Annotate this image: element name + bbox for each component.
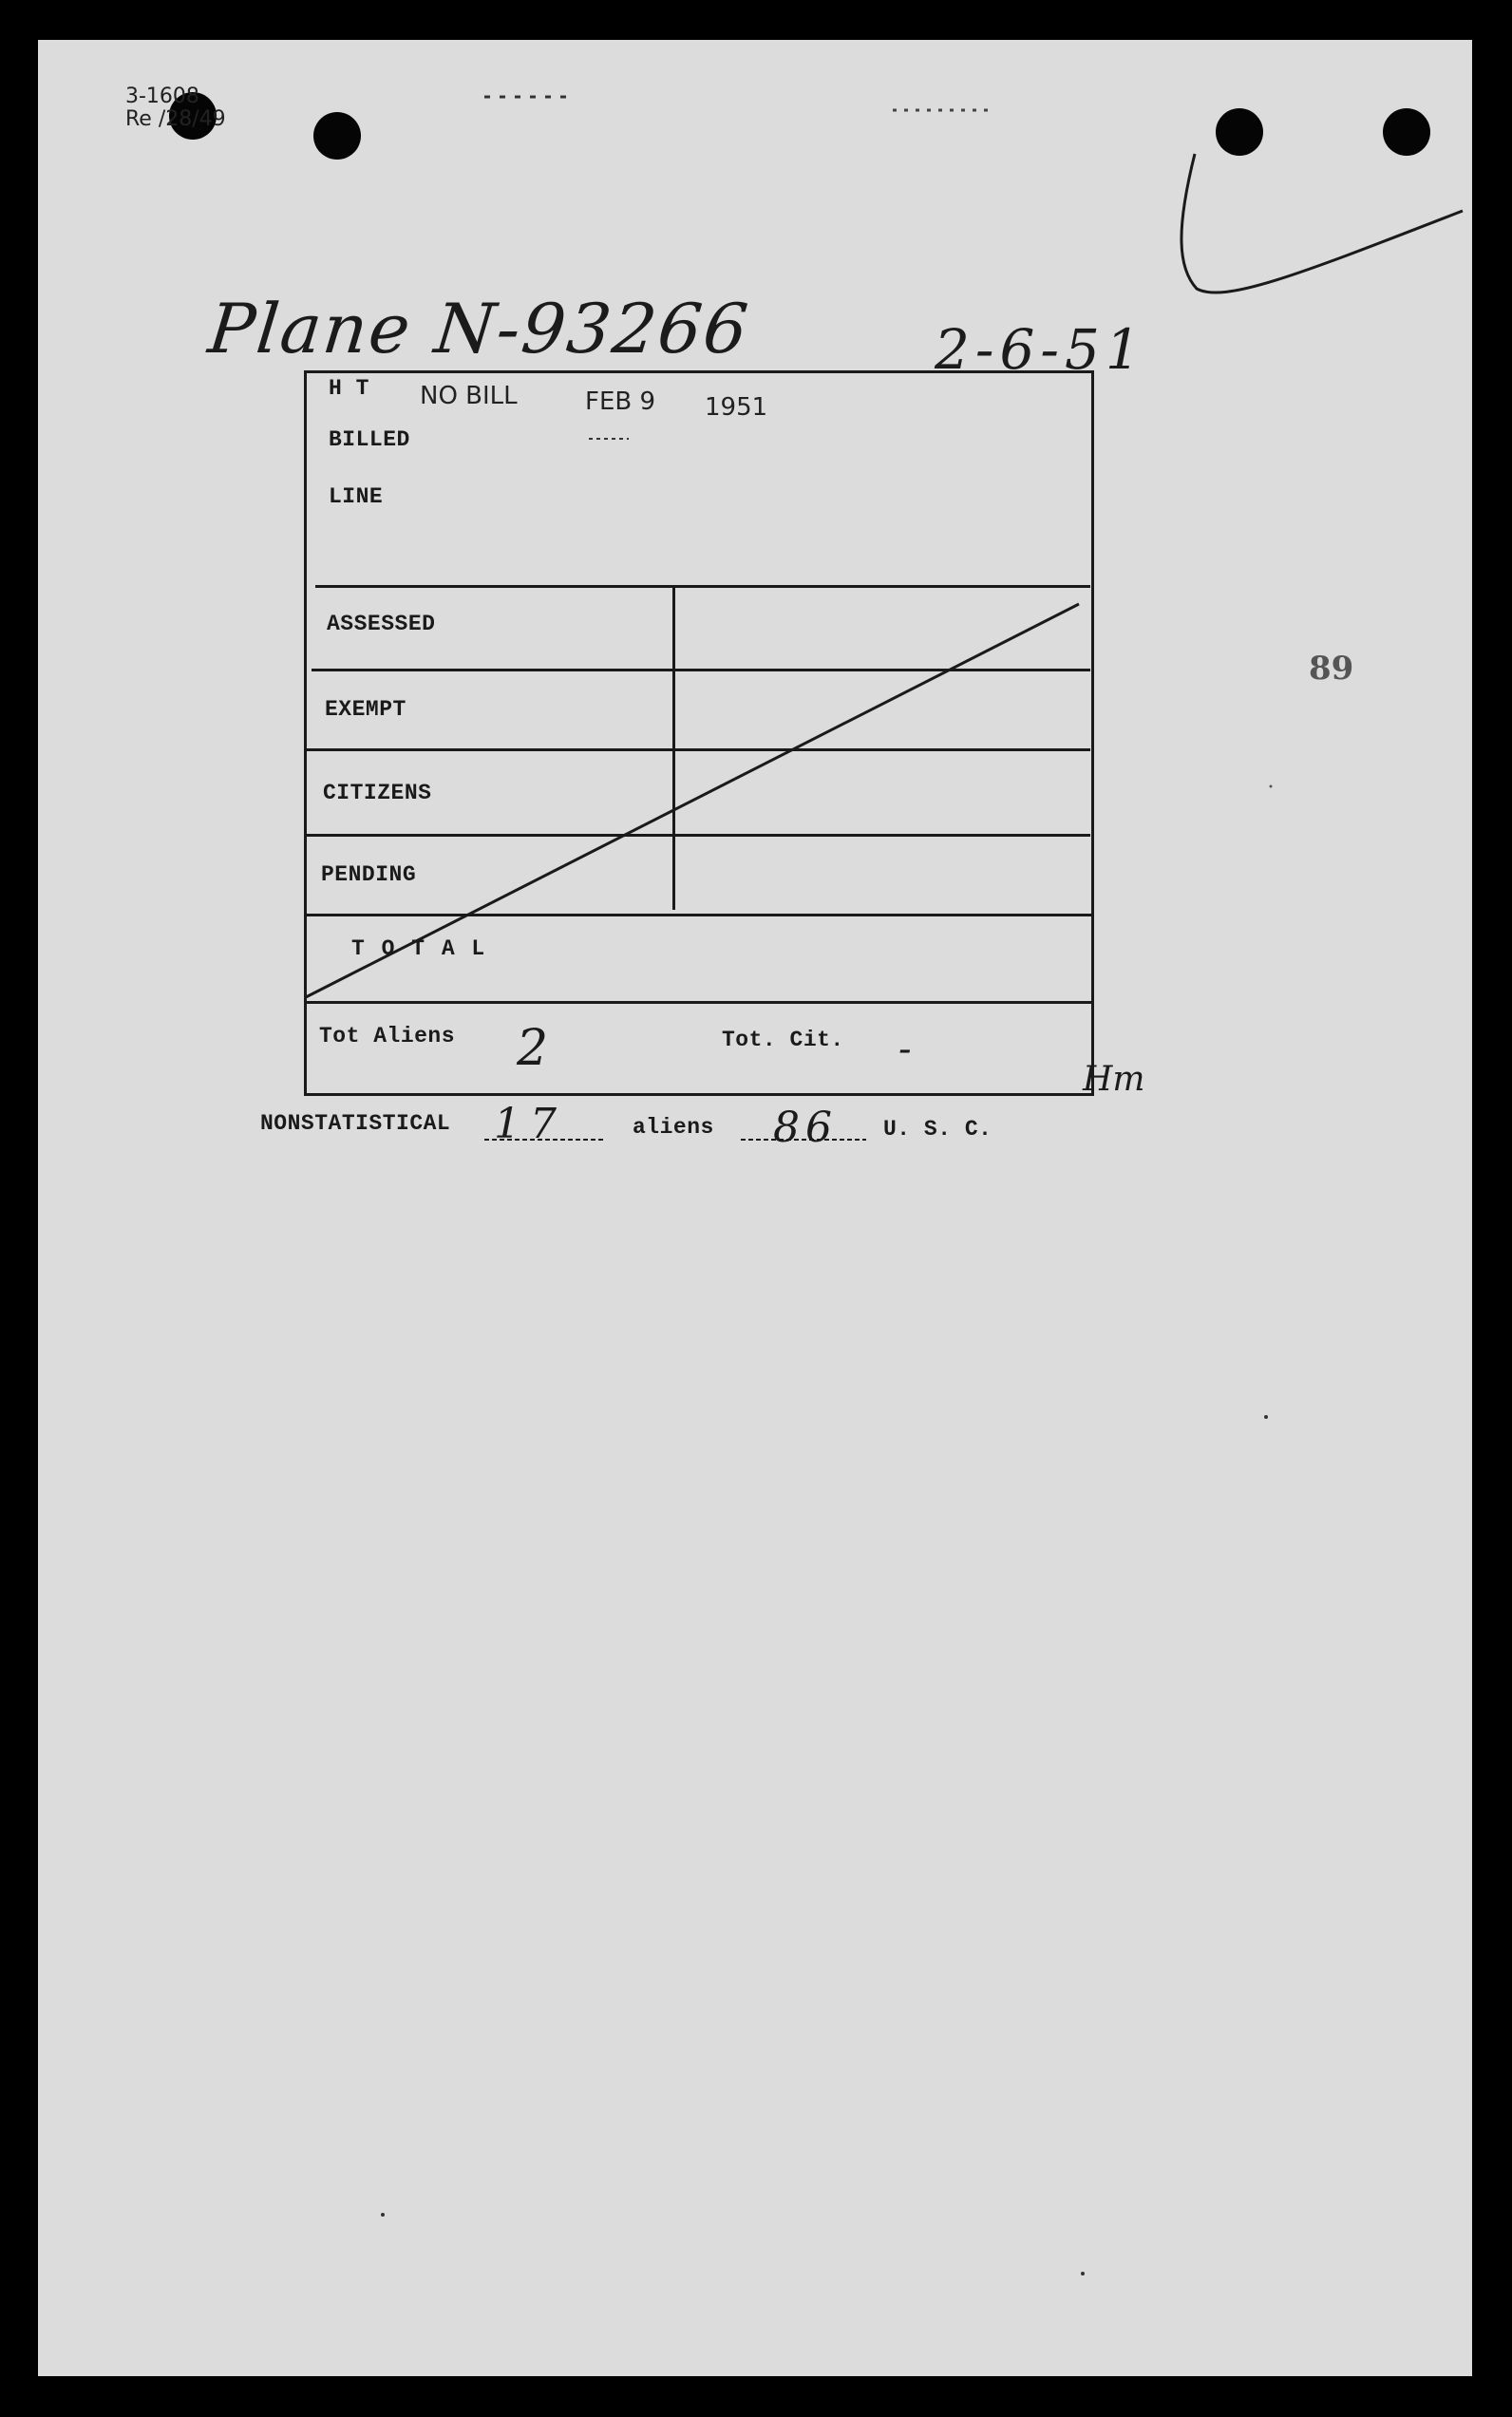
ht-label: H T xyxy=(329,376,369,401)
tot-cit-label: Tot. Cit. xyxy=(722,1028,844,1052)
row-label-pending: PENDING xyxy=(321,862,417,887)
tot-aliens-label: Tot Aliens xyxy=(319,1024,456,1048)
check-mark xyxy=(1181,154,1463,293)
document-page xyxy=(38,40,1472,2376)
plane-label: Plane N-93266 xyxy=(204,289,754,368)
line-label: LINE xyxy=(329,484,384,509)
scan-speck-1 xyxy=(1264,1415,1268,1419)
initials: Hm xyxy=(1083,1060,1145,1099)
stamp-no-bill: NO BILL xyxy=(420,382,518,410)
nonstat-usc-label: U. S. C. xyxy=(883,1117,992,1142)
stamp-year: 1951 xyxy=(705,393,768,422)
page-number: 89 xyxy=(1309,650,1354,688)
nonstat-aliens-label: aliens xyxy=(633,1115,714,1140)
diagonal-strike-line xyxy=(306,604,1079,997)
tot-cit-value: - xyxy=(898,1028,912,1071)
pen-marks xyxy=(38,40,1472,2376)
nonstat-label: NONSTATISTICAL xyxy=(260,1111,451,1136)
scan-speck-2 xyxy=(381,2213,385,2217)
form-number-line2: Re /28/49 xyxy=(125,107,226,131)
billed-label: BILLED xyxy=(329,427,410,452)
form-number-line1: 3-1608 xyxy=(125,85,199,108)
scan-speck-4 xyxy=(1270,785,1273,788)
handwritten-date: 2-6-51 xyxy=(935,317,1146,382)
total-label: T O T A L xyxy=(351,936,487,961)
tot-aliens-value: 2 xyxy=(517,1020,549,1077)
nonstat-usc-value: 86 xyxy=(773,1104,838,1152)
row-label-citizens: CITIZENS xyxy=(323,781,432,805)
nonstat-aliens-value: 17 xyxy=(494,1100,566,1148)
scan-speck-3 xyxy=(1081,2272,1085,2275)
row-label-assessed: ASSESSED xyxy=(327,612,436,636)
row-label-exempt: EXEMPT xyxy=(325,697,406,722)
stamp-month-day: FEB 9 xyxy=(585,387,656,416)
